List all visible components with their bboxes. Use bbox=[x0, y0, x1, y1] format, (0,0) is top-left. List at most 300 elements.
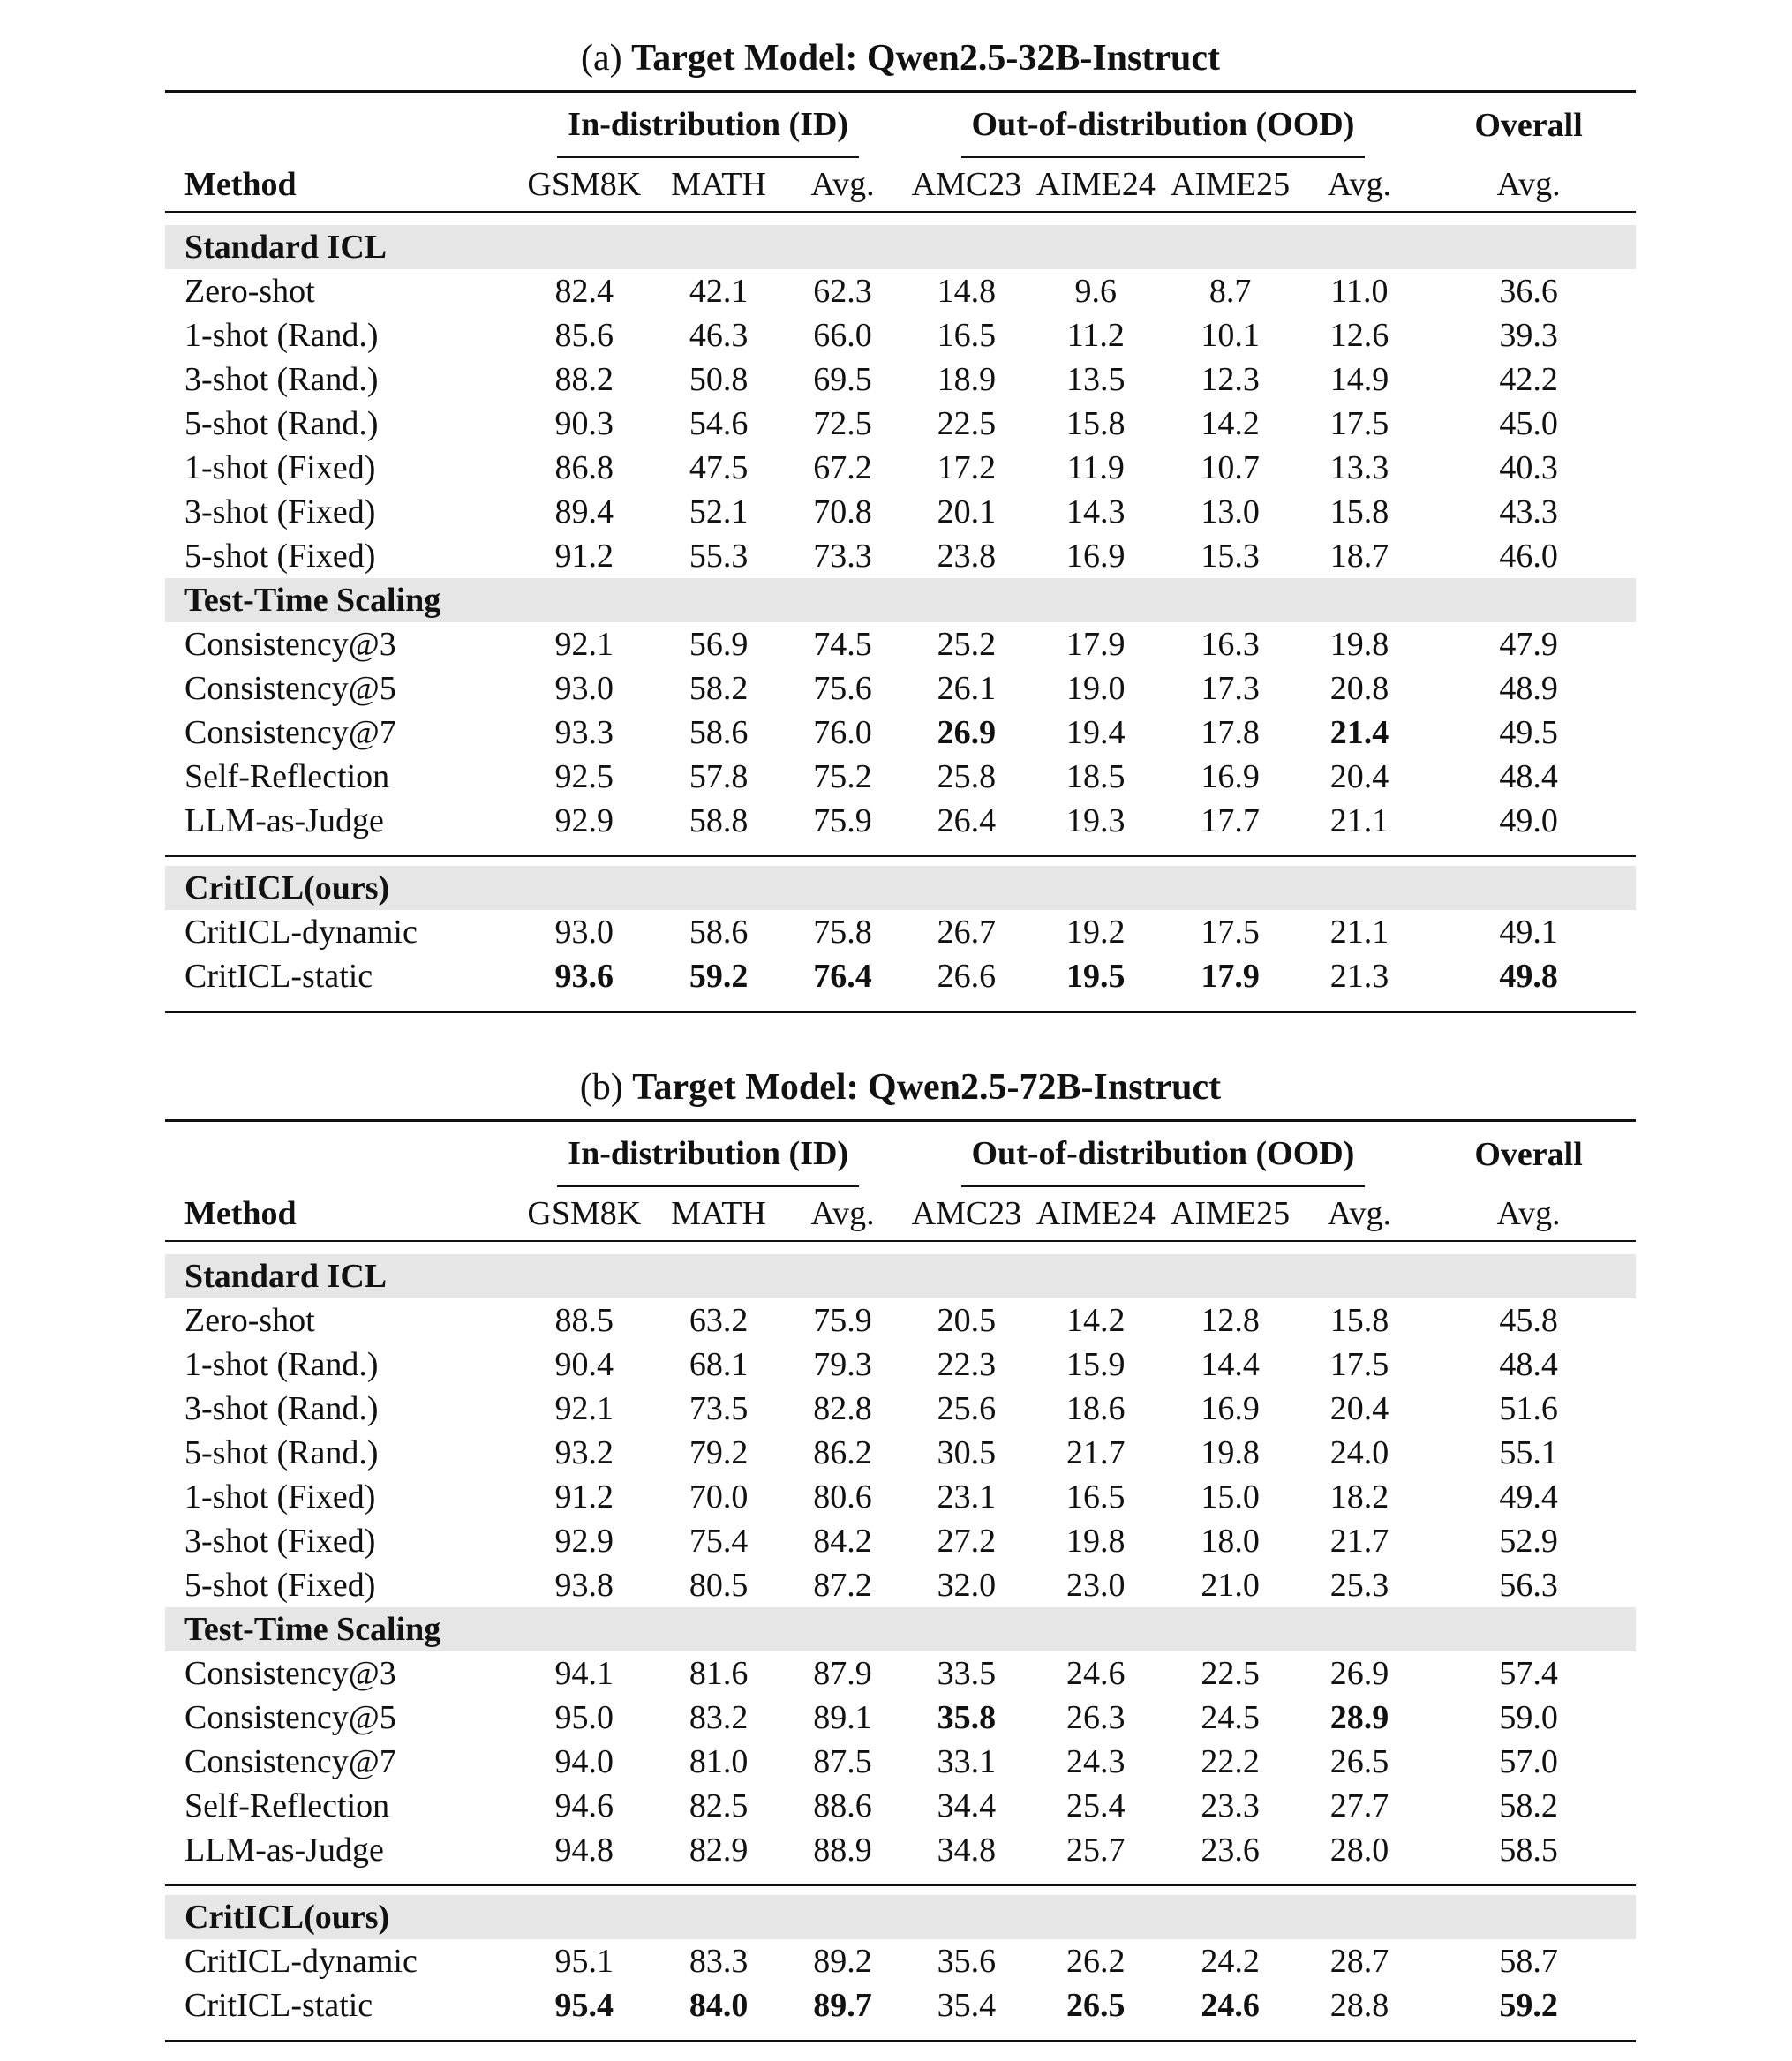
caption-prefix: (b) bbox=[579, 1067, 623, 1108]
value-cell: 48.4 bbox=[1499, 758, 1558, 795]
value-cell: 26.6 bbox=[937, 958, 997, 995]
value-cell: 93.8 bbox=[554, 1567, 614, 1604]
value-cell: 95.0 bbox=[554, 1699, 614, 1736]
method-cell: 3-shot (Rand.) bbox=[184, 361, 379, 398]
value-cell: 92.5 bbox=[554, 758, 614, 795]
table-row bbox=[165, 1563, 1636, 1607]
table-row bbox=[165, 666, 1636, 711]
value-cell: 20.4 bbox=[1329, 1390, 1389, 1427]
value-cell: 17.8 bbox=[1201, 714, 1260, 751]
method-cell: 1-shot (Fixed) bbox=[184, 449, 376, 486]
section-header-row bbox=[165, 1895, 1636, 1939]
value-cell: 73.5 bbox=[689, 1390, 749, 1427]
value-cell: 92.1 bbox=[554, 626, 614, 663]
section-header-row bbox=[165, 1254, 1636, 1298]
section-title: CritICL(ours) bbox=[165, 1895, 1636, 1939]
value-cell: 25.3 bbox=[1329, 1567, 1389, 1604]
value-cell: 52.1 bbox=[689, 493, 749, 530]
value-cell: 14.8 bbox=[937, 273, 997, 310]
value-cell: 74.5 bbox=[813, 626, 872, 663]
value-cell: 21.0 bbox=[1201, 1567, 1260, 1604]
value-cell: 19.4 bbox=[1066, 714, 1126, 751]
value-cell: 23.3 bbox=[1201, 1787, 1260, 1824]
column-header: Avg. bbox=[810, 166, 875, 203]
method-cell: 5-shot (Fixed) bbox=[184, 538, 376, 575]
section-header-row bbox=[165, 225, 1636, 269]
column-header: Avg. bbox=[810, 1195, 875, 1232]
column-header: MATH bbox=[671, 1195, 766, 1232]
section-title: Test-Time Scaling bbox=[165, 1607, 1636, 1651]
value-cell: 46.3 bbox=[689, 317, 749, 354]
value-cell: 17.3 bbox=[1201, 670, 1260, 707]
value-cell: 18.6 bbox=[1066, 1390, 1126, 1427]
value-cell: 28.9 bbox=[1329, 1699, 1389, 1736]
table-row bbox=[165, 1475, 1636, 1519]
value-cell: 55.3 bbox=[689, 538, 749, 575]
value-cell: 70.8 bbox=[813, 493, 872, 530]
value-cell: 47.5 bbox=[689, 449, 749, 486]
value-cell: 73.3 bbox=[813, 538, 872, 575]
value-cell: 57.0 bbox=[1499, 1743, 1558, 1780]
value-cell: 17.5 bbox=[1329, 1346, 1389, 1383]
column-header-row bbox=[165, 158, 1636, 212]
table-row bbox=[165, 799, 1636, 843]
column-header: Avg. bbox=[1496, 166, 1561, 203]
value-cell: 48.4 bbox=[1499, 1346, 1558, 1383]
value-cell: 50.8 bbox=[689, 361, 749, 398]
value-cell: 11.2 bbox=[1066, 317, 1125, 354]
value-cell: 57.8 bbox=[689, 758, 749, 795]
value-cell: 21.3 bbox=[1329, 958, 1389, 995]
value-cell: 54.6 bbox=[689, 405, 749, 442]
caption-prefix: (a) bbox=[581, 38, 622, 79]
method-cell: 3-shot (Fixed) bbox=[184, 1523, 376, 1560]
value-cell: 87.2 bbox=[813, 1567, 872, 1604]
value-cell: 17.9 bbox=[1201, 958, 1260, 995]
value-cell: 14.4 bbox=[1201, 1346, 1260, 1383]
value-cell: 93.3 bbox=[554, 714, 614, 751]
column-header: GSM8K bbox=[527, 1195, 642, 1232]
value-cell: 72.5 bbox=[813, 405, 872, 442]
value-cell: 23.0 bbox=[1066, 1567, 1126, 1604]
ood-group-header: Out-of-distribution (OOD) bbox=[961, 105, 1366, 158]
value-cell: 42.1 bbox=[689, 273, 749, 310]
value-cell: 24.2 bbox=[1201, 1943, 1260, 1980]
value-cell: 13.3 bbox=[1329, 449, 1389, 486]
value-cell: 75.9 bbox=[813, 1302, 872, 1339]
value-cell: 79.3 bbox=[813, 1346, 872, 1383]
value-cell: 24.6 bbox=[1201, 1987, 1260, 2024]
table-caption bbox=[165, 34, 1636, 90]
table-row bbox=[165, 490, 1636, 534]
value-cell: 18.0 bbox=[1201, 1523, 1260, 1560]
value-cell: 49.8 bbox=[1499, 958, 1558, 995]
value-cell: 75.4 bbox=[689, 1523, 749, 1560]
table-row bbox=[165, 402, 1636, 446]
value-cell: 21.7 bbox=[1066, 1434, 1126, 1471]
section-header-row bbox=[165, 1607, 1636, 1651]
table-row bbox=[165, 446, 1636, 490]
value-cell: 26.4 bbox=[937, 802, 997, 839]
value-cell: 28.0 bbox=[1329, 1832, 1389, 1869]
table-row bbox=[165, 357, 1636, 402]
value-cell: 24.0 bbox=[1329, 1434, 1389, 1471]
value-cell: 90.4 bbox=[554, 1346, 614, 1383]
value-cell: 26.9 bbox=[937, 714, 997, 751]
method-cell: Consistency@5 bbox=[184, 670, 396, 707]
value-cell: 22.3 bbox=[937, 1346, 997, 1383]
value-cell: 48.9 bbox=[1499, 670, 1558, 707]
value-cell: 80.5 bbox=[689, 1567, 749, 1604]
results-table-a-block bbox=[165, 34, 1636, 1013]
value-cell: 75.6 bbox=[813, 670, 872, 707]
value-cell: 27.2 bbox=[937, 1523, 997, 1560]
table-row bbox=[165, 1939, 1636, 1983]
value-cell: 58.2 bbox=[689, 670, 749, 707]
value-cell: 24.3 bbox=[1066, 1743, 1126, 1780]
value-cell: 59.0 bbox=[1499, 1699, 1558, 1736]
method-cell: 1-shot (Rand.) bbox=[184, 1346, 379, 1383]
value-cell: 18.9 bbox=[937, 361, 997, 398]
value-cell: 25.2 bbox=[937, 626, 997, 663]
value-cell: 58.6 bbox=[689, 714, 749, 751]
method-cell: Zero-shot bbox=[184, 1302, 315, 1339]
value-cell: 83.3 bbox=[689, 1943, 749, 1980]
table-row bbox=[165, 1828, 1636, 1872]
value-cell: 88.9 bbox=[813, 1832, 872, 1869]
table-row bbox=[165, 313, 1636, 357]
value-cell: 26.7 bbox=[937, 914, 997, 951]
column-header: AIME25 bbox=[1171, 1195, 1291, 1232]
value-cell: 19.2 bbox=[1066, 914, 1126, 951]
value-cell: 15.3 bbox=[1201, 538, 1260, 575]
method-cell: 5-shot (Fixed) bbox=[184, 1567, 376, 1604]
value-cell: 25.7 bbox=[1066, 1832, 1126, 1869]
method-cell: Self-Reflection bbox=[184, 758, 390, 795]
value-cell: 93.0 bbox=[554, 914, 614, 951]
value-cell: 18.2 bbox=[1329, 1478, 1389, 1516]
method-cell: Zero-shot bbox=[184, 273, 315, 310]
value-cell: 84.0 bbox=[689, 1987, 749, 2024]
group-header-row bbox=[165, 93, 1636, 158]
value-cell: 75.9 bbox=[813, 802, 872, 839]
method-cell: CritICL-dynamic bbox=[184, 1943, 418, 1980]
value-cell: 35.8 bbox=[937, 1699, 997, 1736]
method-cell: 1-shot (Fixed) bbox=[184, 1478, 376, 1516]
value-cell: 94.1 bbox=[554, 1655, 614, 1692]
value-cell: 49.0 bbox=[1499, 802, 1558, 839]
table-row bbox=[165, 1784, 1636, 1828]
value-cell: 14.2 bbox=[1066, 1302, 1126, 1339]
value-cell: 89.2 bbox=[813, 1943, 872, 1980]
value-cell: 35.6 bbox=[937, 1943, 997, 1980]
overall-group-header: Overall bbox=[1474, 107, 1583, 144]
value-cell: 82.9 bbox=[689, 1832, 749, 1869]
value-cell: 20.5 bbox=[937, 1302, 997, 1339]
value-cell: 79.2 bbox=[689, 1434, 749, 1471]
section-title: CritICL(ours) bbox=[165, 866, 1636, 910]
value-cell: 76.4 bbox=[813, 958, 872, 995]
value-cell: 18.5 bbox=[1066, 758, 1126, 795]
value-cell: 82.8 bbox=[813, 1390, 872, 1427]
value-cell: 47.9 bbox=[1499, 626, 1558, 663]
value-cell: 88.2 bbox=[554, 361, 614, 398]
value-cell: 90.3 bbox=[554, 405, 614, 442]
value-cell: 34.8 bbox=[937, 1832, 997, 1869]
value-cell: 10.7 bbox=[1201, 449, 1260, 486]
value-cell: 26.5 bbox=[1329, 1743, 1389, 1780]
column-header: AIME24 bbox=[1035, 1195, 1156, 1232]
column-header: Avg. bbox=[1496, 1195, 1561, 1232]
value-cell: 35.4 bbox=[937, 1987, 997, 2024]
table-row bbox=[165, 1343, 1636, 1387]
value-cell: 17.5 bbox=[1201, 914, 1260, 951]
value-cell: 92.9 bbox=[554, 1523, 614, 1560]
table-row bbox=[165, 1387, 1636, 1431]
value-cell: 26.1 bbox=[937, 670, 997, 707]
value-cell: 13.0 bbox=[1201, 493, 1260, 530]
results-table-b-block bbox=[165, 1063, 1636, 2042]
value-cell: 85.6 bbox=[554, 317, 614, 354]
value-cell: 14.3 bbox=[1066, 493, 1126, 530]
method-cell: Consistency@3 bbox=[184, 626, 396, 663]
table-row bbox=[165, 954, 1636, 998]
value-cell: 81.0 bbox=[689, 1743, 749, 1780]
value-cell: 26.5 bbox=[1066, 1987, 1126, 2024]
value-cell: 36.6 bbox=[1499, 273, 1558, 310]
value-cell: 89.4 bbox=[554, 493, 614, 530]
value-cell: 19.8 bbox=[1066, 1523, 1126, 1560]
value-cell: 93.0 bbox=[554, 670, 614, 707]
value-cell: 21.1 bbox=[1329, 914, 1389, 951]
value-cell: 11.9 bbox=[1066, 449, 1125, 486]
method-cell: Consistency@7 bbox=[184, 714, 396, 751]
method-cell: Consistency@5 bbox=[184, 1699, 396, 1736]
value-cell: 14.2 bbox=[1201, 405, 1260, 442]
method-cell: Consistency@7 bbox=[184, 1743, 396, 1780]
value-cell: 19.3 bbox=[1066, 802, 1126, 839]
value-cell: 75.2 bbox=[813, 758, 872, 795]
value-cell: 69.5 bbox=[813, 361, 872, 398]
value-cell: 95.4 bbox=[554, 1987, 614, 2024]
value-cell: 63.2 bbox=[689, 1302, 749, 1339]
value-cell: 45.8 bbox=[1499, 1302, 1558, 1339]
value-cell: 58.5 bbox=[1499, 1832, 1558, 1869]
value-cell: 91.2 bbox=[554, 1478, 614, 1516]
id-group-header: In-distribution (ID) bbox=[557, 105, 859, 158]
value-cell: 19.0 bbox=[1066, 670, 1126, 707]
value-cell: 24.5 bbox=[1201, 1699, 1260, 1736]
value-cell: 49.5 bbox=[1499, 714, 1558, 751]
value-cell: 40.3 bbox=[1499, 449, 1558, 486]
value-cell: 17.5 bbox=[1329, 405, 1389, 442]
value-cell: 95.1 bbox=[554, 1943, 614, 1980]
value-cell: 22.2 bbox=[1201, 1743, 1260, 1780]
method-cell: 3-shot (Fixed) bbox=[184, 493, 376, 530]
column-header: AMC23 bbox=[911, 166, 1022, 203]
value-cell: 21.7 bbox=[1329, 1523, 1389, 1560]
column-header: GSM8K bbox=[527, 166, 642, 203]
value-cell: 55.1 bbox=[1499, 1434, 1558, 1471]
value-cell: 16.5 bbox=[937, 317, 997, 354]
method-cell: CritICL-dynamic bbox=[184, 914, 418, 951]
value-cell: 94.0 bbox=[554, 1743, 614, 1780]
ood-group-header: Out-of-distribution (OOD) bbox=[961, 1134, 1366, 1187]
value-cell: 62.3 bbox=[813, 273, 872, 310]
group-header-row bbox=[165, 1122, 1636, 1187]
value-cell: 43.3 bbox=[1499, 493, 1558, 530]
column-header: MATH bbox=[671, 166, 766, 203]
value-cell: 20.8 bbox=[1329, 670, 1389, 707]
column-header: AIME24 bbox=[1035, 166, 1156, 203]
value-cell: 75.8 bbox=[813, 914, 872, 951]
value-cell: 25.4 bbox=[1066, 1787, 1126, 1824]
caption-title: Target Model: Qwen2.5-72B-Instruct bbox=[632, 1067, 1222, 1108]
value-cell: 15.8 bbox=[1066, 405, 1126, 442]
column-header: AIME25 bbox=[1171, 166, 1291, 203]
method-cell: 1-shot (Rand.) bbox=[184, 317, 379, 354]
value-cell: 92.9 bbox=[554, 802, 614, 839]
value-cell: 15.0 bbox=[1201, 1478, 1260, 1516]
method-cell: 3-shot (Rand.) bbox=[184, 1390, 379, 1427]
value-cell: 93.6 bbox=[554, 958, 614, 995]
value-cell: 52.9 bbox=[1499, 1523, 1558, 1560]
column-header-row bbox=[165, 1187, 1636, 1241]
table-row bbox=[165, 534, 1636, 578]
value-cell: 14.9 bbox=[1329, 361, 1389, 398]
value-cell: 28.7 bbox=[1329, 1943, 1389, 1980]
value-cell: 17.2 bbox=[937, 449, 997, 486]
value-cell: 16.9 bbox=[1201, 1390, 1260, 1427]
method-column-header: Method bbox=[184, 1195, 297, 1232]
value-cell: 21.1 bbox=[1329, 802, 1389, 839]
value-cell: 49.1 bbox=[1499, 914, 1558, 951]
value-cell: 56.3 bbox=[1499, 1567, 1558, 1604]
value-cell: 82.5 bbox=[689, 1787, 749, 1824]
section-title: Standard ICL bbox=[165, 225, 1636, 269]
method-cell: CritICL-static bbox=[184, 1987, 373, 2024]
value-cell: 23.1 bbox=[937, 1478, 997, 1516]
value-cell: 88.5 bbox=[554, 1302, 614, 1339]
value-cell: 59.2 bbox=[689, 958, 749, 995]
method-cell: LLM-as-Judge bbox=[184, 1832, 384, 1869]
method-cell: CritICL-static bbox=[184, 958, 373, 995]
value-cell: 16.9 bbox=[1066, 538, 1126, 575]
results-table bbox=[165, 1119, 1636, 2042]
method-column-header: Method bbox=[184, 166, 297, 203]
value-cell: 21.4 bbox=[1329, 714, 1389, 751]
section-title: Test-Time Scaling bbox=[165, 578, 1636, 622]
value-cell: 88.6 bbox=[813, 1787, 872, 1824]
value-cell: 26.3 bbox=[1066, 1699, 1126, 1736]
method-cell: Self-Reflection bbox=[184, 1787, 390, 1824]
value-cell: 12.3 bbox=[1201, 361, 1260, 398]
table-row bbox=[165, 1983, 1636, 2027]
value-cell: 32.0 bbox=[937, 1567, 997, 1604]
value-cell: 34.4 bbox=[937, 1787, 997, 1824]
value-cell: 11.0 bbox=[1330, 273, 1389, 310]
value-cell: 91.2 bbox=[554, 538, 614, 575]
value-cell: 83.2 bbox=[689, 1699, 749, 1736]
value-cell: 27.7 bbox=[1329, 1787, 1389, 1824]
value-cell: 33.5 bbox=[937, 1655, 997, 1692]
value-cell: 89.7 bbox=[813, 1987, 872, 2024]
method-cell: Consistency@3 bbox=[184, 1655, 396, 1692]
value-cell: 94.8 bbox=[554, 1832, 614, 1869]
value-cell: 15.8 bbox=[1329, 493, 1389, 530]
value-cell: 82.4 bbox=[554, 273, 614, 310]
value-cell: 58.6 bbox=[689, 914, 749, 951]
value-cell: 58.7 bbox=[1499, 1943, 1558, 1980]
value-cell: 17.9 bbox=[1066, 626, 1126, 663]
value-cell: 16.3 bbox=[1201, 626, 1260, 663]
value-cell: 89.1 bbox=[813, 1699, 872, 1736]
section-header-row bbox=[165, 866, 1636, 910]
value-cell: 18.7 bbox=[1329, 538, 1389, 575]
value-cell: 8.7 bbox=[1208, 273, 1252, 310]
column-header: Avg. bbox=[1327, 1195, 1392, 1232]
value-cell: 16.5 bbox=[1066, 1478, 1126, 1516]
value-cell: 25.6 bbox=[937, 1390, 997, 1427]
value-cell: 76.0 bbox=[813, 714, 872, 751]
value-cell: 87.5 bbox=[813, 1743, 872, 1780]
table-row bbox=[165, 269, 1636, 313]
value-cell: 66.0 bbox=[813, 317, 872, 354]
value-cell: 12.6 bbox=[1329, 317, 1389, 354]
value-cell: 33.1 bbox=[937, 1743, 997, 1780]
value-cell: 56.9 bbox=[689, 626, 749, 663]
value-cell: 19.8 bbox=[1329, 626, 1389, 663]
method-cell: 5-shot (Rand.) bbox=[184, 405, 379, 442]
table-row bbox=[165, 1651, 1636, 1696]
table-row bbox=[165, 1298, 1636, 1343]
method-cell: LLM-as-Judge bbox=[184, 802, 384, 839]
value-cell: 30.5 bbox=[937, 1434, 997, 1471]
id-group-header: In-distribution (ID) bbox=[557, 1134, 859, 1187]
value-cell: 58.8 bbox=[689, 802, 749, 839]
table-row bbox=[165, 622, 1636, 666]
value-cell: 39.3 bbox=[1499, 317, 1558, 354]
value-cell: 20.1 bbox=[937, 493, 997, 530]
value-cell: 19.8 bbox=[1201, 1434, 1260, 1471]
value-cell: 15.8 bbox=[1329, 1302, 1389, 1339]
value-cell: 12.8 bbox=[1201, 1302, 1260, 1339]
section-header-row bbox=[165, 578, 1636, 622]
value-cell: 68.1 bbox=[689, 1346, 749, 1383]
value-cell: 20.4 bbox=[1329, 758, 1389, 795]
value-cell: 70.0 bbox=[689, 1478, 749, 1516]
table-row bbox=[165, 910, 1636, 954]
value-cell: 46.0 bbox=[1499, 538, 1558, 575]
overall-group-header: Overall bbox=[1474, 1136, 1583, 1173]
column-header: Avg. bbox=[1327, 166, 1392, 203]
table-row bbox=[165, 1519, 1636, 1563]
value-cell: 45.0 bbox=[1499, 405, 1558, 442]
value-cell: 84.2 bbox=[813, 1523, 872, 1560]
value-cell: 23.6 bbox=[1201, 1832, 1260, 1869]
method-cell: 5-shot (Rand.) bbox=[184, 1434, 379, 1471]
value-cell: 17.7 bbox=[1201, 802, 1260, 839]
table-row bbox=[165, 1696, 1636, 1740]
value-cell: 87.9 bbox=[813, 1655, 872, 1692]
results-table bbox=[165, 90, 1636, 1013]
value-cell: 23.8 bbox=[937, 538, 997, 575]
value-cell: 28.8 bbox=[1329, 1987, 1389, 2024]
value-cell: 58.2 bbox=[1499, 1787, 1558, 1824]
value-cell: 15.9 bbox=[1066, 1346, 1126, 1383]
table-row bbox=[165, 755, 1636, 799]
value-cell: 10.1 bbox=[1201, 317, 1260, 354]
